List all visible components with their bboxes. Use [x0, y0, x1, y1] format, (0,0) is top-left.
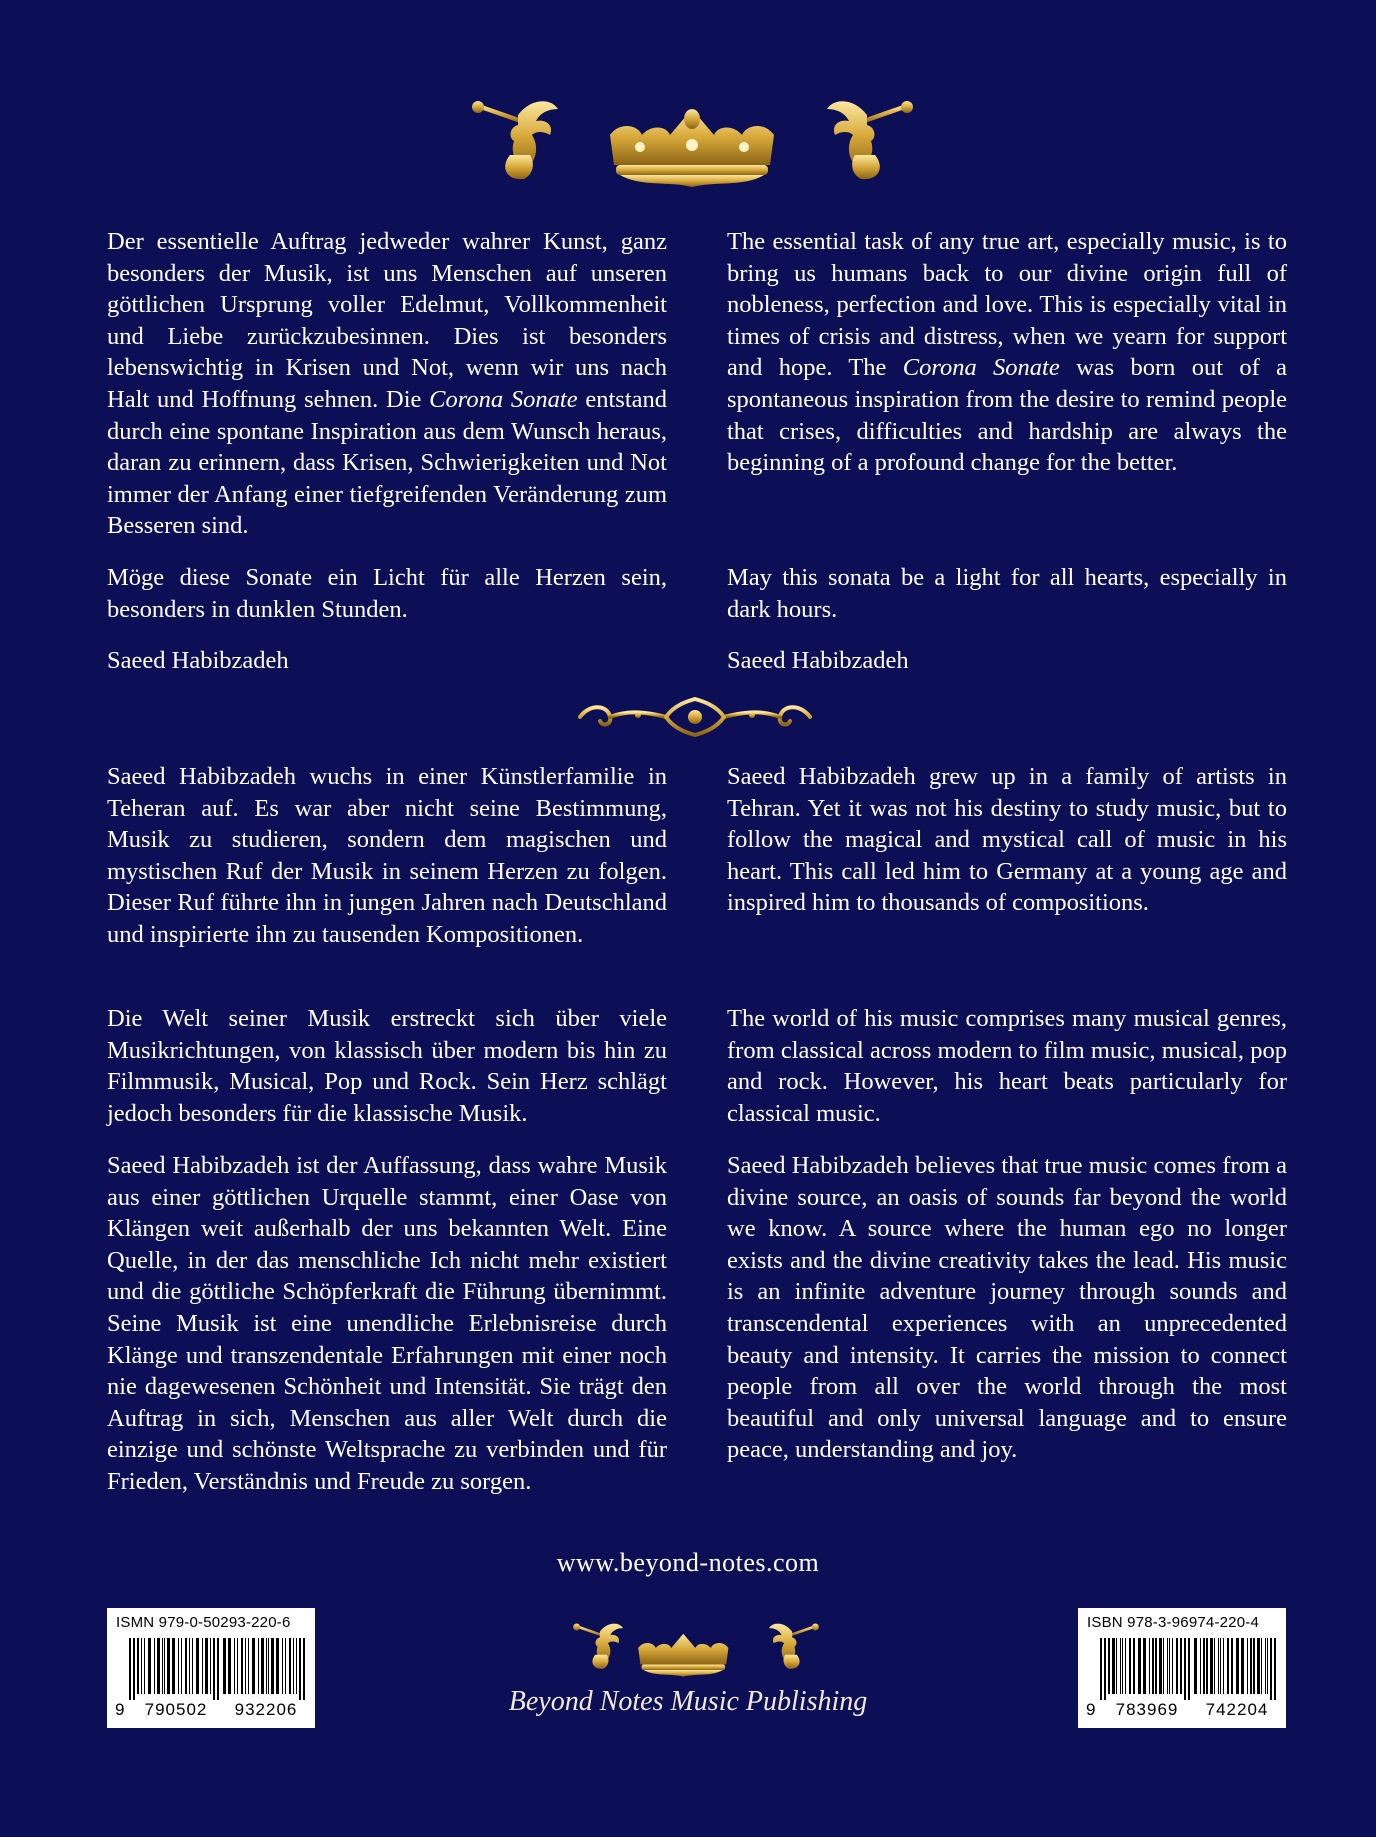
- signature-en: [727, 645, 1287, 677]
- intro-de-text-a: Der essentielle Auftrag jedweder wahrer Kunst, ganz besonders der Musik, ist uns Menschen auf unseren göttlichen Ursprung voller Edelmut, Vollkommenheit und Liebe zurückzubesinnen. Dies ist besonders lebenswichtig in Krisen und Not, wenn wir uns nach Halt und Hoffnung sehnen. Die: [107, 228, 667, 413]
- bio-2-en-text: The world of his music comprises many musical genres, from classical across modern to film music, musical, pop and rock. However, his heart beats particularly for classical music.: [727, 1005, 1287, 1127]
- ismn-digit-group-2: 932206: [234, 1700, 298, 1719]
- bio-paragraph-1-de: [107, 761, 667, 951]
- ismn-digit-first: 9: [115, 1700, 125, 1719]
- isbn-barcode: [1078, 1608, 1286, 1728]
- wish-paragraph-de: [107, 562, 667, 625]
- intro-de-text-b: entstand durch eine spontane Inspiration aus dem Wunsch heraus, daran zu erinnern, dass Krisen, Schwierigkeiten und Not immer der Anfang einer tiefgreifenden Veränderung zum Besseren sind.: [107, 385, 667, 540]
- wish-en-text: May this sonata be a light for all hearts, especially in dark hours.: [727, 564, 1287, 623]
- isbn-digit-group-1: 783969: [1115, 1700, 1179, 1719]
- intro-en-text-b: was born out of a spontaneous inspiration from the desire to remind people that crises, difficulties and hardship are always the beginning of a profound change for the better.: [727, 354, 1287, 477]
- sonata-title-en: Corona Sonate: [902, 354, 1060, 382]
- signature-de-text: Saeed Habibzadeh: [107, 647, 289, 674]
- intro-paragraph-en: [727, 226, 1287, 479]
- isbn-label: ISBN 978-3-96974-220-4: [1087, 1614, 1260, 1631]
- bio-paragraph-2-de: [107, 1003, 667, 1129]
- wish-paragraph-en: [727, 562, 1287, 625]
- bio-paragraph-3-en: [727, 1150, 1287, 1466]
- bio-paragraph-1-en: [727, 761, 1287, 919]
- bio-paragraph-2-en: [727, 1003, 1287, 1129]
- bio-paragraph-3-de: [107, 1150, 667, 1498]
- publisher-logo-icon: [572, 1620, 820, 1678]
- signature-en-text: Saeed Habibzadeh: [727, 647, 909, 674]
- intro-paragraph-de: [107, 226, 667, 542]
- website-url: www.beyond-notes.com: [556, 1548, 820, 1577]
- bio-3-en-text: Saeed Habibzadeh believes that true music comes from a divine source, an oasis of sounds far beyond the world we know. A source where the human ego no longer exists and the divine creativity takes the lead. His music is an infinite adventure journey through sounds and transcendental experiences with an unprecedented beauty and intensity. It carries the mission to connect people from all over the world through the most beautiful and only universal language and to ensure peace, understanding and joy.: [727, 1152, 1287, 1464]
- bio-3-de-text: Saeed Habibzadeh ist der Auffassung, dass wahre Musik aus einer göttlichen Urquelle stammt, einer Oase von Klängen weit außerhalb der uns bekannten Welt. Eine Quelle, in der das menschliche Ich nicht mehr existiert und die göttliche Schöpferkraft die Führung übernimmt. Seine Musik ist eine unendliche Erlebnisreise durch Klänge und transzendentale Erfahrungen mit einer noch nie dagewesenen Schönheit und Intensität. Sie trägt den Auftrag in sich, Menschen aus aller Welt durch die einzige und schönste Weltsprache zu verbinden und für Frieden, Verständnis und Freude zu sorgen.: [107, 1152, 667, 1495]
- ismn-digit-group-1: 790502: [144, 1700, 208, 1719]
- isbn-digit-group-2: 742204: [1205, 1700, 1269, 1719]
- intro-en-text-a: The essential task of any true art, especially music, is to bring us humans back to our divine origin full of nobleness, perfection and love. This is especially vital in times of crisis and distress, when we yearn for support and hope. The: [727, 228, 1287, 382]
- isbn-digit-first: 9: [1086, 1700, 1096, 1719]
- angels-crown-ornament-icon: [470, 95, 915, 190]
- bio-1-de-text: Saeed Habibzadeh wuchs in einer Künstlerfamilie in Teheran auf. Es war aber nicht seine Bestimmung, Musik zu studieren, sondern dem magischen und mystischen Ruf der Musik in seinem Herzen zu folgen. Dieser Ruf führte ihn in jungen Jahren nach Deutschland und inspirierte ihn zu tausenden Kompositionen.: [107, 763, 667, 948]
- publisher-name: Beyond Notes Music Publishing: [508, 1686, 868, 1717]
- bio-1-en-text: Saeed Habibzadeh grew up in a family of artists in Tehran. Yet it was not his destiny to study music, but to follow the magical and mystical call of music in his heart. This call led him to Germany at a young age and inspired him to thousands of compositions.: [727, 763, 1287, 917]
- sonata-title-de: Corona Sonate: [429, 385, 578, 413]
- isbn-digits: [1086, 1700, 1282, 1720]
- scroll-divider-icon: [570, 695, 820, 739]
- wish-de-text: Möge diese Sonate ein Licht für alle Herzen sein, besonders in dunklen Stunden.: [107, 564, 667, 623]
- bio-2-de-text: Die Welt seiner Musik erstreckt sich über viele Musikrichtungen, von klassisch über modern bis hin zu Filmmusik, Musical, Pop und Rock. Sein Herz schlägt jedoch besonders für die klassische Musik.: [107, 1005, 667, 1127]
- isbn-barcode-bars: [1098, 1638, 1278, 1700]
- ismn-label: ISMN 979-0-50293-220-6: [116, 1614, 291, 1631]
- signature-de: [107, 645, 667, 677]
